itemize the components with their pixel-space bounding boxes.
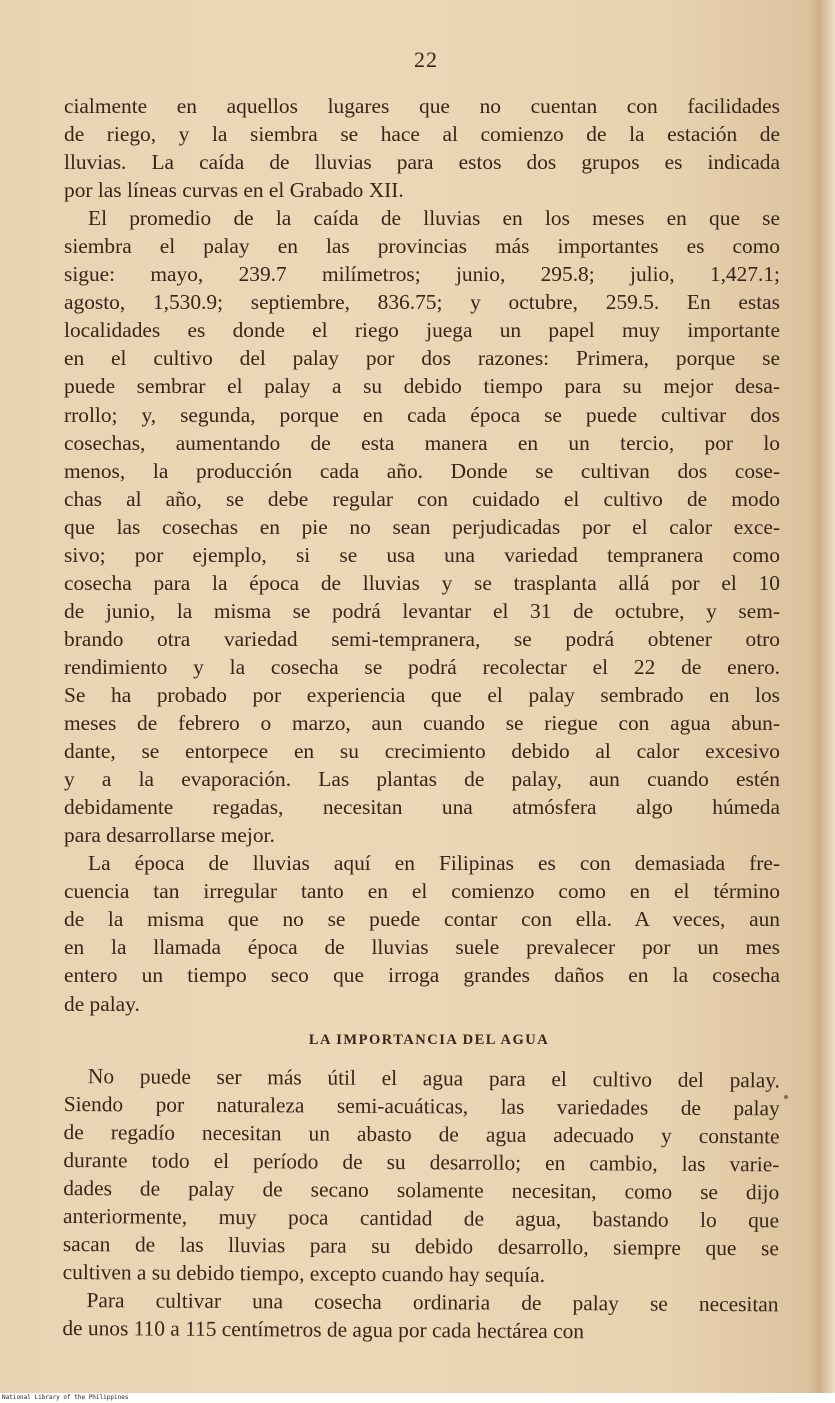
paragraph [64,92,780,204]
text-line: La época de lluvias aquí en Filipinas es con demasiada fre- [88,851,780,876]
text-line: El promedio de la caída de lluvias en los meses en que se [88,206,780,231]
text-line: Siendo por naturaleza semi-acuáticas, las variedades de palay [63,1091,780,1120]
paragraph [64,849,780,1017]
text-line: cialmente en aquellos lugares que no cuentan con facilidades [64,94,780,118]
text-line: de palay. [64,991,140,1016]
text-line: menos, la producción cada año. Donde se cultivan dos cose- [64,458,780,483]
text-line: de la misma que no se puede contar con ella. A veces, aun [64,907,780,932]
text-line: que las cosechas en pie no sean perjudicadas por el calor exce- [64,514,780,539]
text-line: durante todo el período de su desarrollo; en cambio, las varie- [63,1147,780,1177]
text-line: siembra el palay en las provincias más importantes es como [64,234,780,259]
text-line: de regadío necesitan un abasto de agua adecuado y constante [63,1119,780,1149]
text-line: agosto, 1,530.9; septiembre, 836.75; y octubre, 259.5. En estas [64,290,780,315]
text-line: entero un tiempo seco que irroga grandes daños en la cosecha [64,963,780,988]
text-line: cuencia tan irregular tanto en el comienzo como en el término [64,879,780,904]
library-attribution-footer: National Library of the Philippines [0,1393,835,1403]
section-rainfall [64,92,780,1018]
text-line: chas al año, se debe regular con cuidado el cultivo de modo [64,486,780,511]
text-line: cosecha para la época de lluvias y se trasplanta allá por el 10 [64,570,780,595]
text-line: dante, se entorpece en su crecimiento debido al calor excesivo [64,739,780,764]
text-line: meses de febrero o marzo, aun cuando se riegue con agua abun- [64,711,780,736]
text-line: de riego, y la siembra se hace al comienzo de la estación de [64,122,780,147]
text-line: anteriormente, muy poca cantidad de agua, bastando lo que [62,1203,780,1233]
text-line: sigue: mayo, 239.7 milímetros; junio, 295.8; julio, 1,427.1; [64,262,780,287]
text-line: cultiven a su debido tiempo, excepto cuando hay sequía. [62,1259,546,1287]
section-water-importance [62,1062,780,1347]
text-line: de junio, la misma se podrá levantar el 31 de octubre, y sem- [64,598,780,623]
text-line: puede sembrar el palay a su debido tiempo para su mejor desa- [64,374,780,399]
section-heading: LA IMPORTANCIA DEL AGUA [308,1031,550,1048]
text-line: localidades es donde el riego juega un papel muy importante [64,318,780,343]
text-line: y a la evaporación. Las plantas de palay, aun cuando estén [64,767,780,792]
text-line: para desarrollarse mejor. [64,823,275,848]
text-line: de unos 110 a 115 centímetros de agua por cada hectárea con [62,1315,585,1344]
text-line: No puede ser más útil el agua para el cultivo del palay. [87,1063,780,1092]
text-line: sacan de las lluvias para su debido desarrollo, siempre que se [62,1231,779,1261]
page-edge-shadow [809,0,835,1393]
text-line: en la llamada época de lluvias suele prevalecer por un mes [64,935,780,960]
text-line: sivo; por ejemplo, si se usa una variedad tempranera como [64,542,780,567]
text-line: por las líneas curvas en el Grabado XII. [64,178,404,203]
text-line: Para cultivar una cosecha ordinaria de palay se necesitan [86,1288,779,1317]
page-number: 22 [414,47,438,72]
paragraph [64,204,780,849]
text-line: brando otra variedad semi-tempranera, se podrá obtener otro [64,626,780,651]
text-line: debidamente regadas, necesitan una atmósfera algo húmeda [64,795,780,820]
text-line: lluvias. La caída de lluvias para estos dos grupos es indicada [64,150,780,175]
text-line: cosechas, aumentando de esta manera en un tercio, por lo [64,430,780,455]
text-line: dades de palay de secano solamente necesitan, como se dijo [63,1175,780,1205]
ink-speck [784,1095,788,1099]
paragraph [63,1062,780,1291]
body-text [64,92,780,1342]
text-line: en el cultivo del palay por dos razones: Primera, porque se [64,346,780,371]
paragraph [62,1286,778,1346]
text-line: Se ha probado por experiencia que el palay sembrado en los [64,682,780,707]
text-line: rrollo; y, segunda, porque en cada época se puede cultivar dos [64,402,780,427]
text-line: rendimiento y la cosecha se podrá recolectar el 22 de enero. [64,654,780,679]
